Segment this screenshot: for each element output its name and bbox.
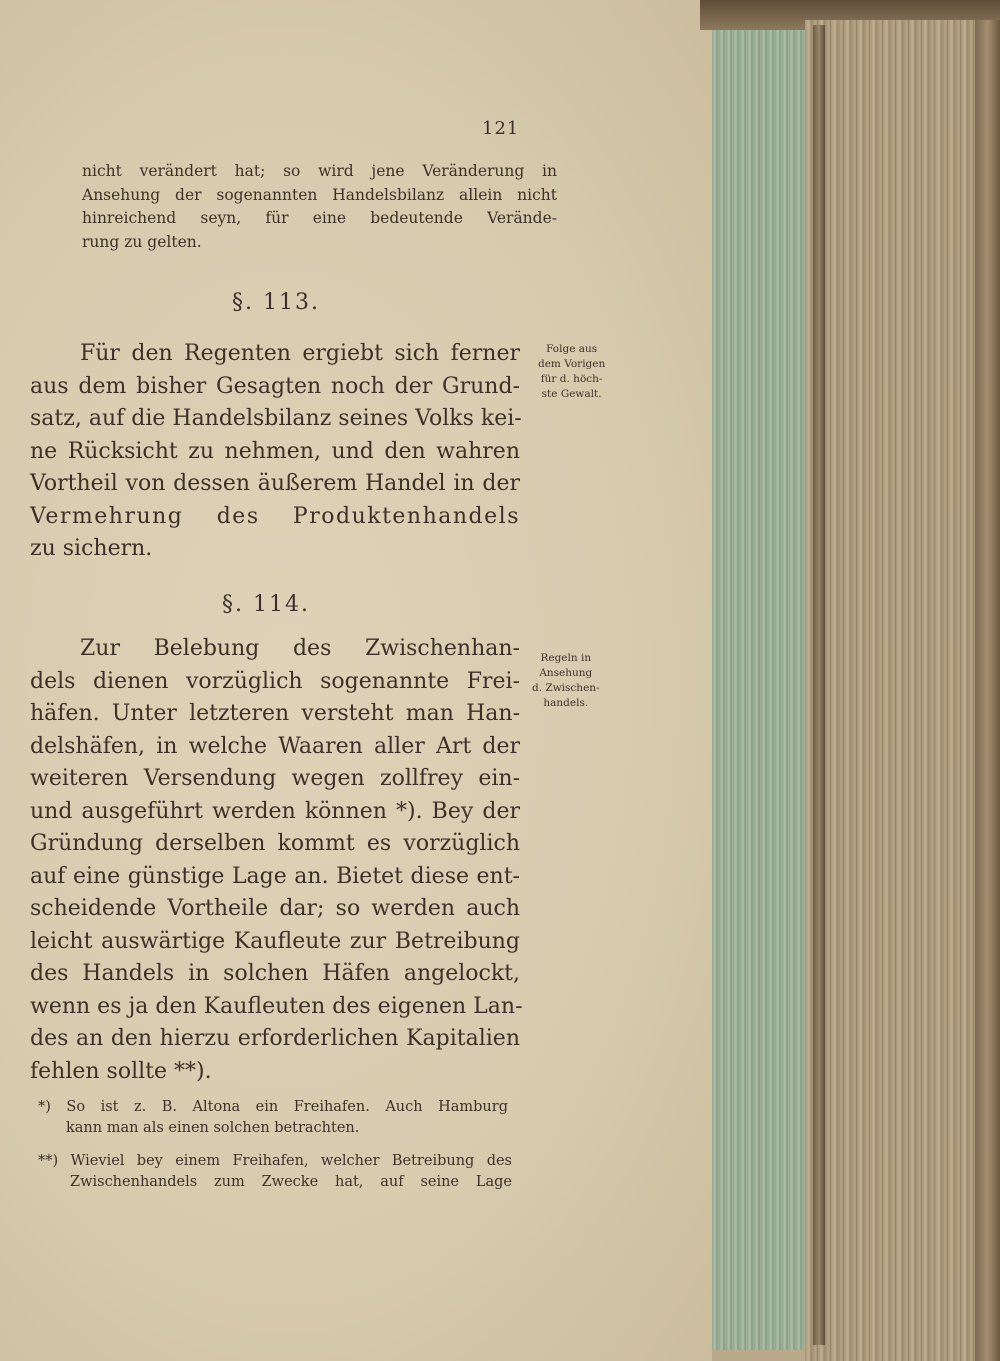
footnote-line: *) So ist z. B. Altona ein Freihafen. Auch Hamburg (38, 1099, 508, 1115)
text-line: des an den hierzu erforderlichen Kapitalien (30, 1026, 520, 1051)
section-heading-113: §. 113. (232, 290, 320, 315)
text-line: fehlen sollte **). (30, 1058, 212, 1084)
section-114-paragraph (30, 633, 523, 1088)
margin-note-line: handels. (543, 697, 589, 709)
text-line: aus dem bisher Gesagten noch der Grund- (30, 373, 520, 399)
green-page-edges (712, 30, 807, 1350)
margin-note-line: Ansehung (539, 667, 593, 679)
margin-note-line: d. Zwischen- (532, 682, 600, 694)
footnote-2 (38, 1151, 512, 1193)
text-line: wenn es ja den Kaufleuten des eigenen Lan- (30, 993, 523, 1019)
text-line: scheidende Vortheile dar; so werden auch (30, 896, 520, 921)
text-line: zu sichern. (30, 536, 153, 561)
text-line: hinreichend seyn, für eine bedeutende Verände- (82, 209, 557, 227)
text-line: Vortheil von dessen äußerem Handel in der (30, 471, 520, 496)
text-line: und ausgeführt werden können *). Bey der (30, 798, 520, 824)
margin-note-line: Regeln in (540, 652, 592, 664)
section-113-paragraph (30, 338, 520, 566)
text-line: weiteren Versendung wegen zollfrey ein- (30, 766, 520, 791)
footnote-line: **) Wieviel bey einem Freihafen, welcher Betreibung des (38, 1153, 512, 1169)
text-line: auf eine günstige Lage an. Bietet diese ent- (30, 863, 520, 889)
text-line: satz, auf die Handelsbilanz seines Volks kei- (30, 406, 522, 431)
page-number: 121 (482, 118, 520, 139)
margin-note-line: dem Vorigen (538, 358, 606, 370)
margin-note-line: Folge aus (546, 343, 598, 355)
footnote-1 (38, 1097, 508, 1139)
text-line: Für den Regenten ergiebt sich ferner (80, 341, 520, 366)
margin-note-line: für d. höch- (540, 373, 603, 385)
text-line: dels dienen vorzüglich sogenannte Frei- (30, 668, 520, 694)
text-line: häfen. Unter letzteren versteht man Han- (30, 701, 520, 726)
text-line: rung zu gelten. (82, 232, 202, 251)
text-line: leicht auswärtige Kaufleute zur Betreibung (30, 928, 520, 954)
text-line: nicht verändert hat; so wird jene Veränderung in (82, 162, 557, 180)
tan-page-edges (805, 20, 980, 1361)
continuation-paragraph (82, 160, 557, 254)
section-heading-114: §. 114. (222, 592, 310, 617)
page-edge-shadow (813, 25, 825, 1345)
margin-note-114 (532, 651, 600, 711)
book-page-edges (705, 20, 1000, 1361)
margin-note-line: ste Gewalt. (541, 388, 602, 400)
text-line: Zur Belebung des Zwischenhan- (80, 636, 520, 661)
text-line: delshäfen, in welche Waaren aller Art der (30, 733, 520, 759)
margin-note-113 (538, 342, 605, 402)
text-line: Gründung derselben kommt es vorzüglich (30, 831, 520, 856)
book-cover-edge (975, 20, 1000, 1361)
footnote-line: Zwischenhandels zum Zwecke hat, auf seine Lage (70, 1174, 512, 1190)
text-line: ne Rücksicht zu nehmen, und den wahren (30, 438, 520, 464)
text-line: Vermehrung des Produktenhandels (30, 503, 520, 529)
footnote-line: kann man als einen solchen betrachten. (66, 1120, 360, 1136)
text-line: des Handels in solchen Häfen angelockt, (30, 961, 520, 986)
text-line: Ansehung der sogenannten Handelsbilanz allein nicht (82, 185, 557, 204)
